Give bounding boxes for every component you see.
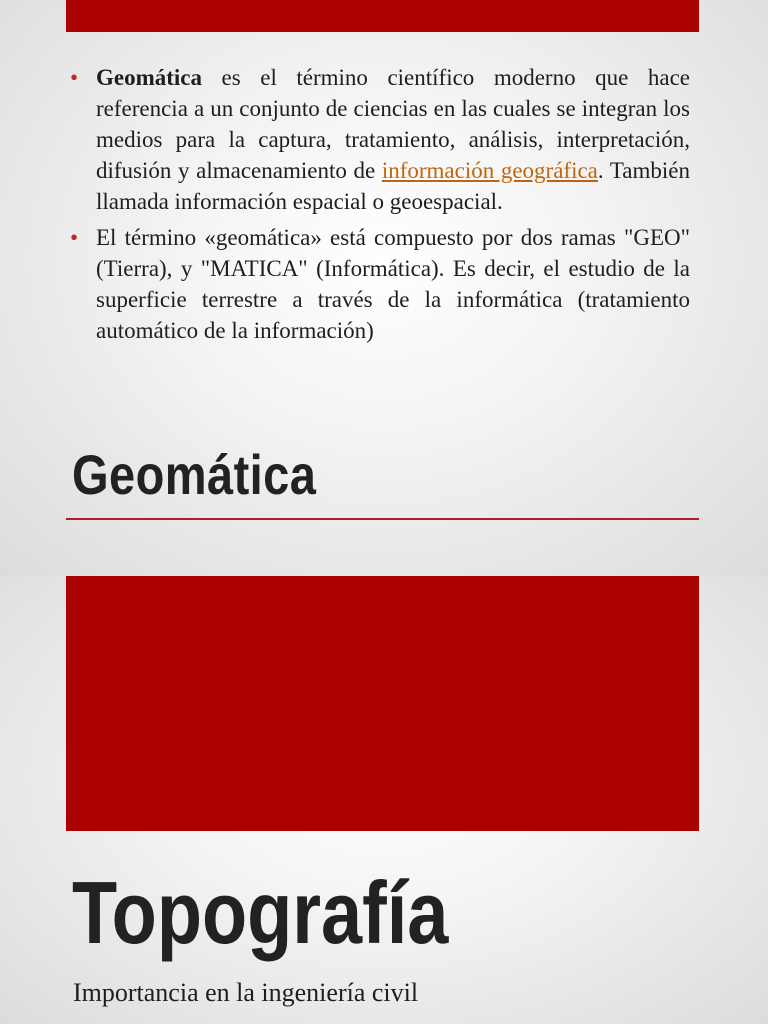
bullet-list — [70, 62, 690, 351]
slide-topografia — [0, 576, 768, 1024]
bold-term: Geomática — [96, 65, 203, 90]
definition-text: es el término científico moderno que hace referencia a un conjunto de ciencias en las cuales se integran los medios para la captura, tratamiento, análisis, interpretación, difusión y almacenamiento de — [96, 65, 690, 183]
bullet-item-etymology — [70, 222, 690, 346]
bullet-dot-icon: • — [70, 65, 79, 90]
bullet-dot-icon: • — [70, 225, 79, 250]
title-underline — [66, 518, 699, 520]
top-red-bar — [66, 0, 699, 32]
slide-title-geomatica: Geomática — [72, 443, 317, 506]
definition-text-end: . También llamada información espacial o geoespacial. — [96, 158, 690, 214]
slide-title-topografia: Topografía — [72, 863, 449, 962]
slide-subtitle: Importancia en la ingeniería civil — [73, 978, 419, 1007]
red-image-block — [66, 576, 699, 831]
etymology-text: El término «geomática» está compuesto por dos ramas "GEO" (Tierra), y "MATICA" (Informática). Es decir, el estudio de la superficie terrestre a través de la informática (tratamiento automático de la información) — [96, 225, 690, 343]
bullet-item-definition — [70, 62, 690, 217]
geographic-info-link[interactable]: información geográfica — [381, 158, 598, 183]
